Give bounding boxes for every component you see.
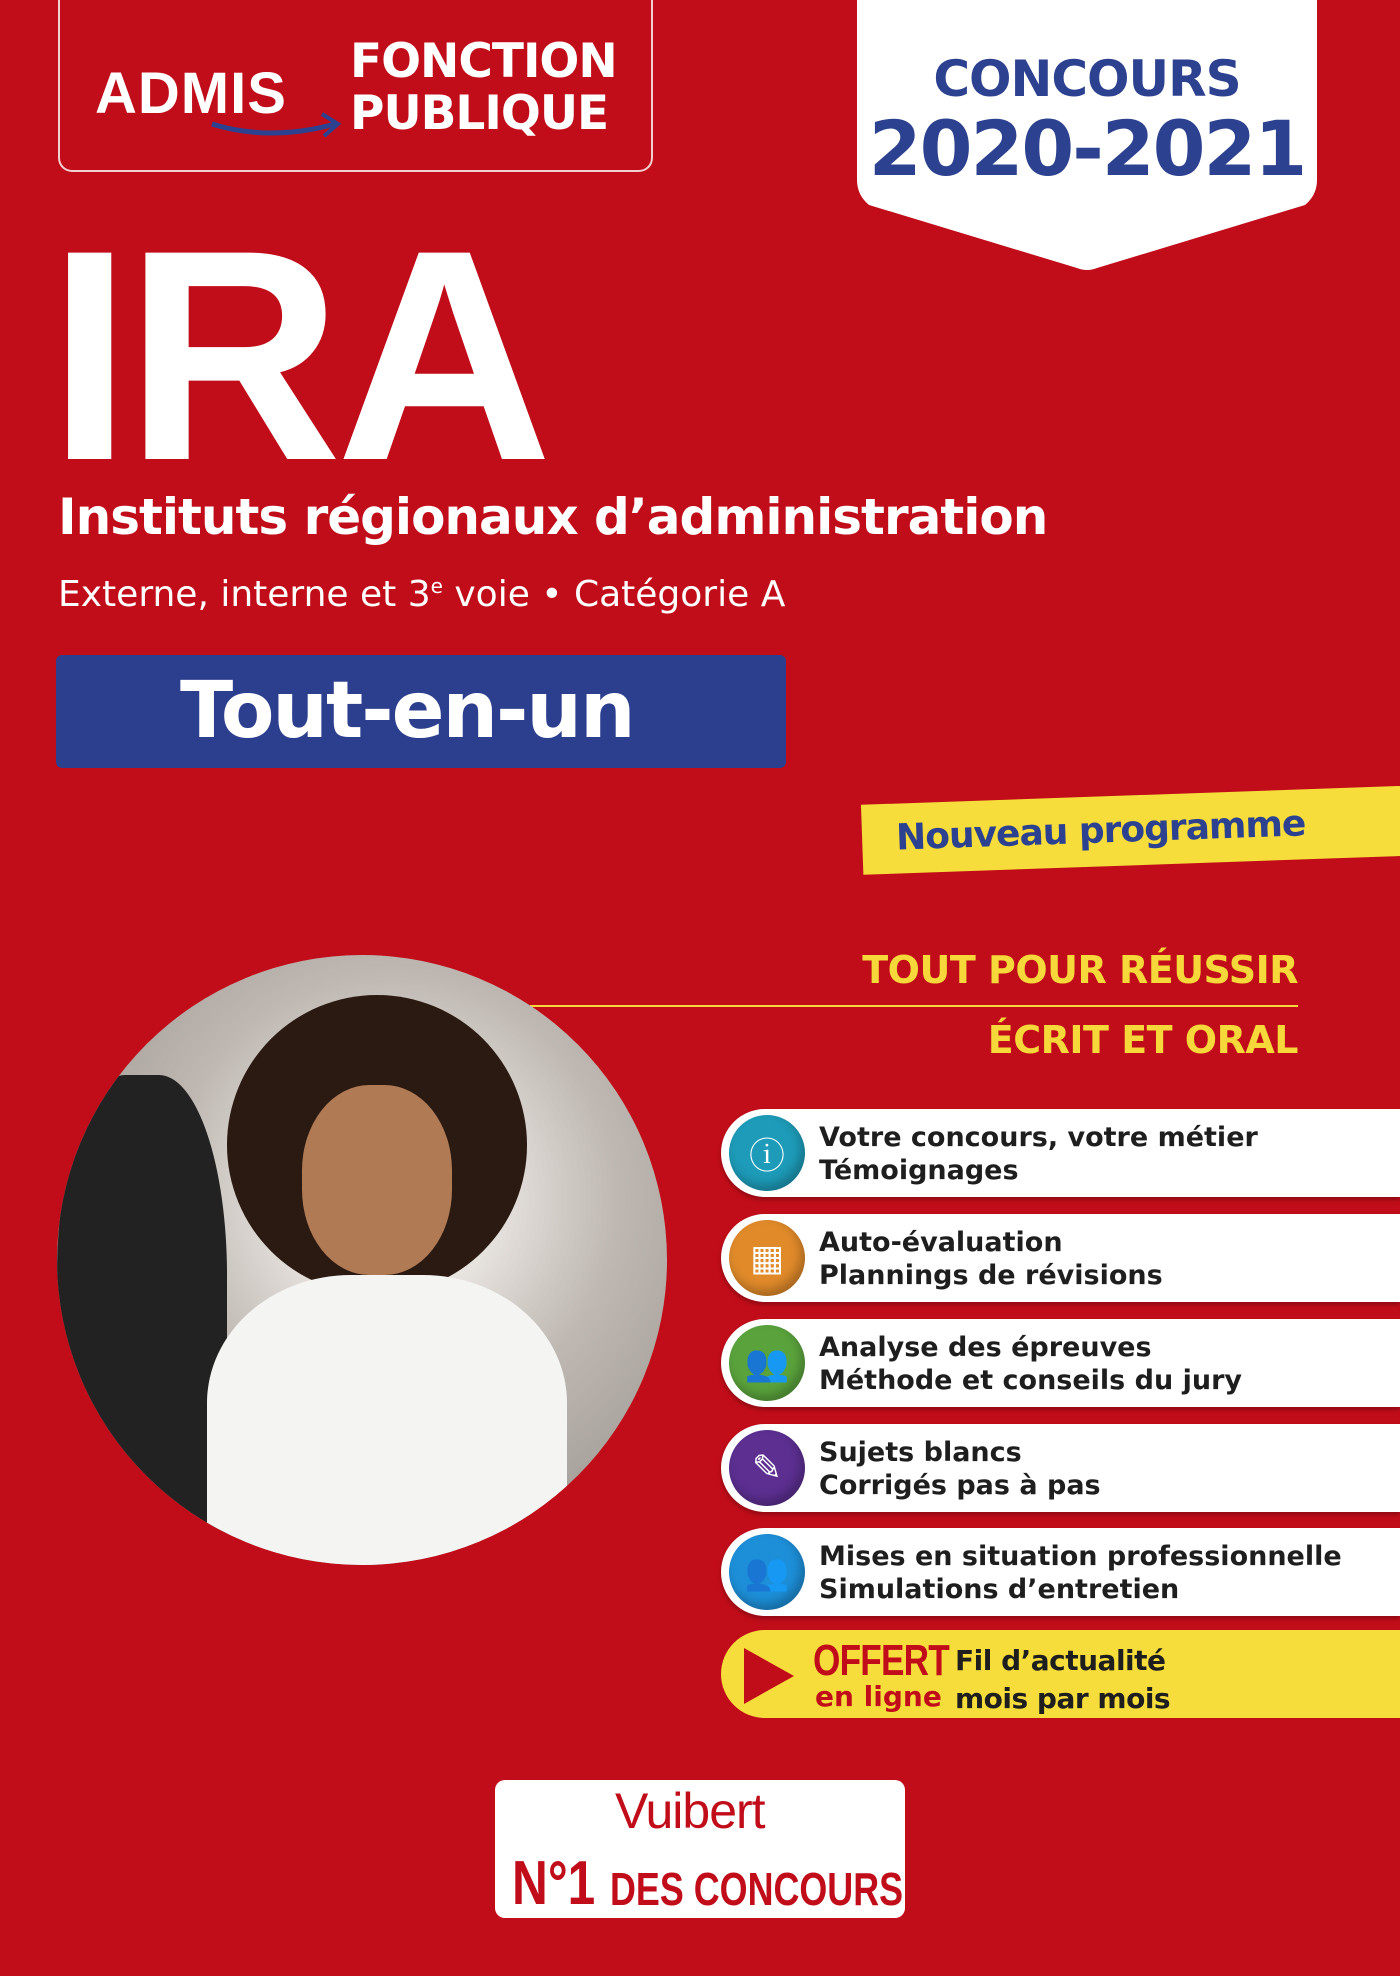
publique-text: PUBLIQUE xyxy=(350,86,609,141)
book-title: IRA xyxy=(48,187,547,523)
feature-item xyxy=(721,1528,1400,1616)
publisher-des-concours: DES CONCOURS xyxy=(610,1863,904,1915)
feature-text xyxy=(819,1121,1258,1187)
feature-line-2: Simulations d’entretien xyxy=(819,1574,1180,1605)
pencil-check-icon: ✎ xyxy=(729,1430,805,1506)
feature-line-1: Mises en situation professionnelle xyxy=(819,1541,1342,1572)
feature-line-2: Corrigés pas à pas xyxy=(819,1470,1101,1501)
feature-text xyxy=(819,1540,1342,1606)
offer-label: OFFERT xyxy=(813,1636,949,1685)
arrow-icon xyxy=(210,112,345,142)
info-person-icon: ⓘ xyxy=(729,1115,805,1191)
group-icon: 👥 xyxy=(729,1325,805,1401)
feature-line-2: Méthode et conseils du jury xyxy=(819,1365,1242,1396)
people-icon: 👥 xyxy=(729,1534,805,1610)
offer-line-1: Fil d’actualité xyxy=(955,1644,1166,1677)
feature-line-1: Votre concours, votre métier xyxy=(819,1122,1258,1153)
cover-photo xyxy=(57,955,667,1565)
tagline-1: TOUT POUR RÉUSSIR xyxy=(862,948,1298,992)
book-categories xyxy=(58,574,785,615)
photo-man-silhouette xyxy=(57,1075,227,1565)
feature-text xyxy=(819,1226,1163,1292)
photo-shirt xyxy=(207,1275,567,1565)
categories-post: voie • Catégorie A xyxy=(442,574,786,615)
new-program-badge: Nouveau programme xyxy=(861,785,1400,875)
feature-item xyxy=(721,1109,1400,1197)
feature-line-2: Plannings de révisions xyxy=(819,1260,1163,1291)
feature-item xyxy=(721,1214,1400,1302)
tagline-2: ÉCRIT ET ORAL xyxy=(987,1018,1298,1062)
feature-line-2: Témoignages xyxy=(819,1155,1019,1186)
categories-pre: Externe, interne et 3 xyxy=(58,574,431,615)
series-logo-fonction-publique xyxy=(350,36,617,140)
feature-text xyxy=(819,1331,1242,1397)
series-logo-admis: ADMIS xyxy=(95,61,287,126)
publisher-name: Vuibert xyxy=(615,1783,765,1839)
concours-years: 2020-2021 xyxy=(868,104,1306,193)
feature-text xyxy=(819,1436,1101,1502)
publisher-no1: N°1 xyxy=(512,1849,596,1918)
concours-label: CONCOURS xyxy=(933,50,1241,108)
offer-online: en ligne xyxy=(815,1680,942,1713)
feature-item xyxy=(721,1424,1400,1512)
offer-line-2: mois par mois xyxy=(955,1682,1171,1715)
feature-line-1: Sujets blancs xyxy=(819,1437,1022,1468)
edition-label: Tout-en-un xyxy=(56,655,786,768)
play-icon xyxy=(744,1648,794,1704)
calendar-icon: ▦ xyxy=(729,1220,805,1296)
tagline-divider xyxy=(530,1005,1298,1007)
fonction-text: FONCTION xyxy=(350,34,617,89)
feature-line-1: Analyse des épreuves xyxy=(819,1332,1152,1363)
book-subtitle: Instituts régionaux d’administration xyxy=(58,488,1048,546)
feature-item xyxy=(721,1319,1400,1407)
categories-sup: e xyxy=(430,574,443,598)
feature-line-1: Auto-évaluation xyxy=(819,1227,1063,1258)
photo-face xyxy=(302,1085,452,1275)
offer-description xyxy=(955,1642,1170,1718)
